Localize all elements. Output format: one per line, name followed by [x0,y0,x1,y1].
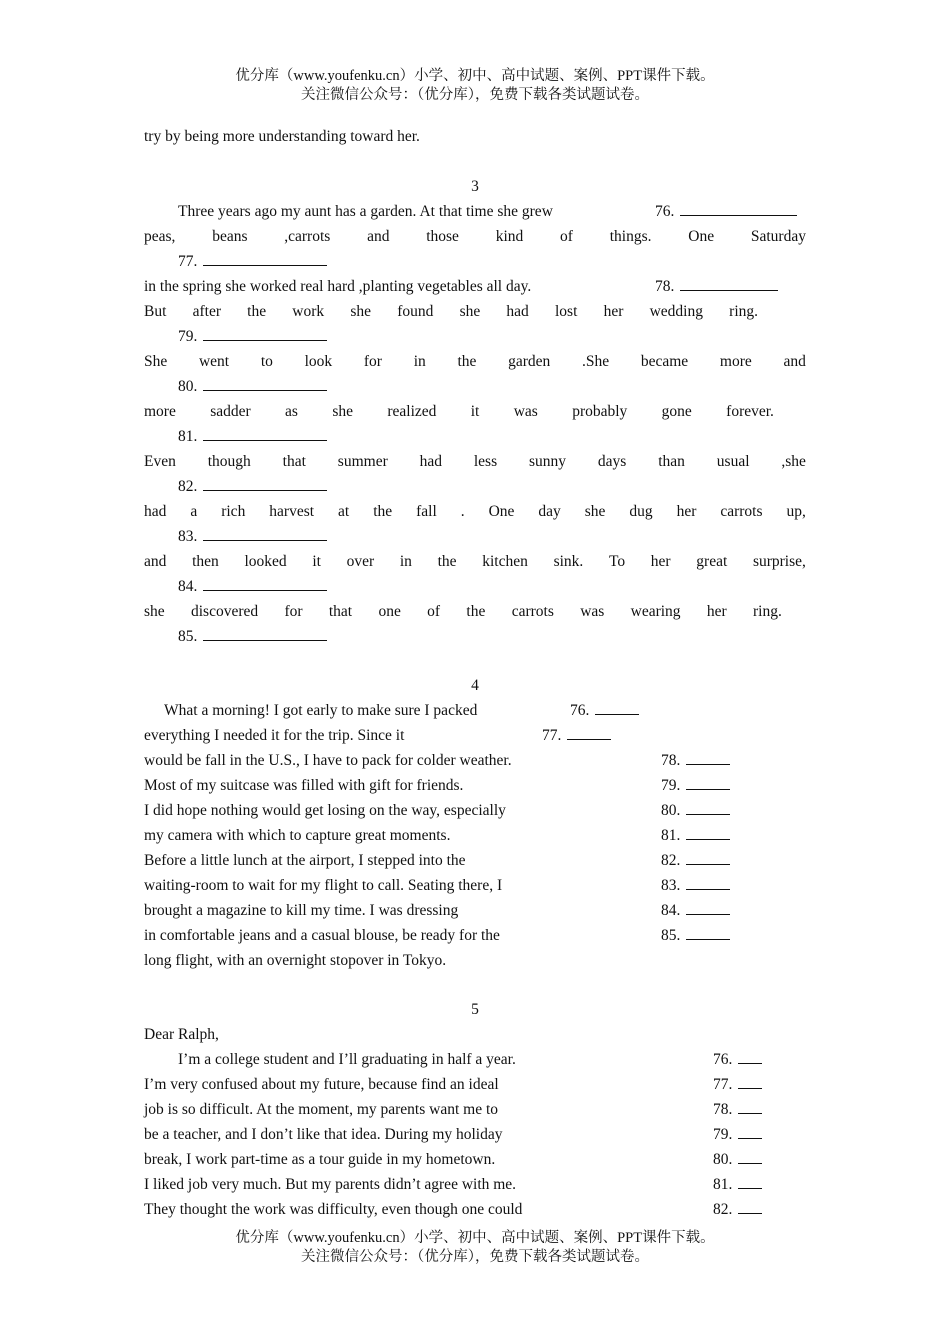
answer-blank[interactable] [203,376,327,391]
word: the [437,553,457,570]
word: ring. [753,603,782,620]
word: peas, [144,228,176,245]
word: she [144,603,165,620]
s4-answer-81: 81. [661,823,730,848]
word: more [719,353,752,370]
word: . [460,503,465,520]
word: carrots [720,503,763,520]
s3-line-1: Three years ago my aunt has a garden. At that time she grew [178,203,553,220]
word: and [367,228,390,245]
word: gone [661,403,692,420]
answer-blank[interactable] [595,700,639,715]
word: then [192,553,219,570]
word: became [640,353,689,370]
word: and [783,353,806,370]
word: beans [212,228,248,245]
s4-answer-82: 82. [661,848,730,873]
s4-line-3: would be fall in the U.S., I have to pack for colder weather. [144,752,512,769]
section-4-number: 4 [471,677,479,694]
word: probably [572,403,628,420]
word: carrots [511,603,554,620]
s4-line-4: Most of my suitcase was filled with gift for friends. [144,777,464,794]
s4-line-9: brought a magazine to kill my time. I was dressing [144,902,459,919]
word: Saturday [750,228,806,245]
word: was [580,603,605,620]
word: harvest [269,503,315,520]
word: lost [555,303,578,320]
s3-answer-78: 78. [655,274,778,299]
s5-line-1: I’m a college student and I’ll graduating in half a year. [178,1051,516,1068]
word: that [282,453,306,470]
s5-line-5: break, I work part-time as a tour guide in my hometown. [144,1151,496,1168]
s3-line-8 [144,499,806,524]
s4-line-8: waiting-room to wait for my flight to call. Seating there, I [144,877,503,894]
page-header [0,67,950,105]
word: sunny [529,453,567,470]
word: that [328,603,353,620]
s5-answer-78: 78. [713,1097,762,1122]
answer-blank[interactable] [738,1124,762,1139]
word: days [597,453,627,470]
word: was [513,403,538,420]
s4-line-10: in comfortable jeans and a casual blouse, be ready for the [144,927,500,944]
word: had [419,453,442,470]
answer-blank[interactable] [686,800,730,815]
s3-answer-83: 83. [178,524,327,549]
word: wearing [630,603,681,620]
section-5-number: 5 [471,1001,479,1018]
s5-line-4: be a teacher, and I don’t like that idea. During my holiday [144,1126,503,1143]
s4-answer-79: 79. [661,773,730,798]
answer-blank[interactable] [686,850,730,865]
word: the [466,603,486,620]
word: discovered [191,603,259,620]
s4-line-7: Before a little lunch at the airport, I stepped into the [144,852,466,869]
s4-answer-80: 80. [661,798,730,823]
word: kitchen [482,553,528,570]
word: She [144,353,168,370]
word: her [603,303,624,320]
s4-answer-77: 77. [542,723,611,748]
s5-answer-76: 76. [713,1047,762,1072]
s3-line-4 [144,299,758,324]
word: in [399,553,412,570]
word: day [538,503,561,520]
answer-blank[interactable] [203,326,327,341]
answer-blank[interactable] [203,626,327,641]
page-footer [0,1229,950,1267]
s5-line-6: I liked job very much. But my parents didn’t agree with me. [144,1176,517,1193]
word: her [650,553,671,570]
s5-answer-82: 82. [713,1197,762,1222]
intro-line: try by being more understanding toward her. [144,128,420,145]
word: for [284,603,303,620]
word: rich [221,503,246,520]
s4-answer-76: 76. [570,698,639,723]
s3-answer-84: 84. [178,574,327,599]
s4-answer-85: 85. [661,923,730,948]
word: than [658,453,685,470]
word: her [676,503,697,520]
word: after [192,303,221,320]
word: the [457,353,477,370]
word: dug [629,503,653,520]
header-line-1: 优分库（www.youfenku.cn）小学、初中、高中试题、案例、PPT课件下载。 [235,68,715,84]
word: it [312,553,321,570]
word: went [198,353,230,370]
answer-blank[interactable] [203,426,327,441]
answer-blank[interactable] [203,576,327,591]
word: in [413,353,426,370]
word: ,carrots [284,228,331,245]
word: To [608,553,626,570]
word: one [378,603,401,620]
answer-blank[interactable] [686,775,730,790]
s3-answer-85: 85. [178,624,327,649]
word: looked [244,553,287,570]
word: great [696,553,728,570]
answer-blank[interactable] [738,1174,762,1189]
word: look [304,353,333,370]
word: sadder [210,403,251,420]
s3-answer-77: 77. [178,249,327,274]
word: as [285,403,298,420]
s4-answer-84: 84. [661,898,730,923]
s5-answer-77: 77. [713,1072,762,1097]
word: realized [387,403,437,420]
s5-line-2: I’m very confused about my future, because find an ideal [144,1076,499,1093]
header-line-2: 关注微信公众号：（优分库），免费下载各类试题试卷。 [301,87,649,103]
answer-blank[interactable] [680,276,778,291]
word: things. [609,228,652,245]
answer-blank[interactable] [567,725,611,740]
word: Even [144,453,176,470]
word: found [397,303,434,320]
word: summer [337,453,388,470]
s5-salutation: Dear Ralph, [144,1026,219,1043]
word: she [332,403,353,420]
word: kind [495,228,524,245]
word: sink. [553,553,584,570]
word: less [473,453,498,470]
word: ring. [729,303,758,320]
s3-line-9 [144,549,806,574]
word: of [560,228,573,245]
word: at [338,503,350,520]
word: over [346,553,375,570]
word: it [470,403,480,420]
word: One [688,228,715,245]
answer-blank[interactable] [738,1099,762,1114]
word: fall [416,503,437,520]
answer-blank[interactable] [738,1074,762,1089]
word: usual [716,453,750,470]
s3-answer-79: 79. [178,324,327,349]
word: those [426,228,459,245]
answer-blank[interactable] [686,925,730,940]
word: garden [508,353,551,370]
answer-blank[interactable] [738,1199,762,1214]
word: of [427,603,441,620]
footer-line-2: 关注微信公众号：（优分库），免费下载各类试题试卷。 [301,1249,649,1265]
word: and [144,553,167,570]
word: .She [582,353,610,370]
s3-answer-80: 80. [178,374,327,399]
word: ,she [781,453,806,470]
s4-line-1: What a morning! I got early to make sure I packed [164,702,478,719]
s3-line-2 [144,224,806,249]
s3-answer-76: 76. [655,199,797,224]
word: But [144,303,167,320]
word: she [350,303,372,320]
answer-blank[interactable] [203,526,327,541]
answer-blank[interactable] [686,875,730,890]
word: a [190,503,198,520]
word: had [506,303,529,320]
s4-line-11: long flight, with an overnight stopover in Tokyo. [144,952,447,969]
word: to [260,353,273,370]
word: wedding [649,303,703,320]
s3-answer-82: 82. [178,474,327,499]
answer-blank[interactable] [680,201,797,216]
s3-line-10 [144,599,782,624]
word: the [373,503,393,520]
answer-blank[interactable] [203,476,327,491]
word: up, [786,503,806,520]
footer-line-1: 优分库（www.youfenku.cn）小学、初中、高中试题、案例、PPT课件下载。 [235,1230,715,1246]
s4-line-5: I did hope nothing would get losing on the way, especially [144,802,506,819]
word: forever. [726,403,774,420]
word: work [292,303,325,320]
answer-blank[interactable] [203,251,327,266]
s5-line-7: They thought the work was difficulty, even though one could [144,1201,523,1218]
s5-answer-79: 79. [713,1122,762,1147]
s5-answer-80: 80. [713,1147,762,1172]
word: though [207,453,251,470]
word: the [247,303,267,320]
word: she [584,503,606,520]
word: One [488,503,515,520]
word: for [363,353,382,370]
word: had [144,503,167,520]
answer-blank[interactable] [738,1149,762,1164]
section-3-number: 3 [471,178,479,195]
s3-line-3: in the spring she worked real hard ,planting vegetables all day. [144,278,532,295]
word: more [144,403,176,420]
s4-line-2: everything I needed it for the trip. Since it [144,727,405,744]
s3-line-7 [144,449,806,474]
s5-line-3: job is so difficult. At the moment, my parents want me to [144,1101,499,1118]
answer-blank[interactable] [686,825,730,840]
s4-line-6: my camera with which to capture great moments. [144,827,451,844]
word: she [459,303,481,320]
s5-answer-81: 81. [713,1172,762,1197]
answer-blank[interactable] [738,1049,762,1064]
s4-answer-78: 78. [661,748,730,773]
s3-answer-81: 81. [178,424,327,449]
answer-blank[interactable] [686,900,730,915]
s3-line-5 [144,349,806,374]
answer-blank[interactable] [686,750,730,765]
s3-line-6 [144,399,774,424]
s4-answer-83: 83. [661,873,730,898]
word: surprise, [752,553,806,570]
word: her [706,603,727,620]
